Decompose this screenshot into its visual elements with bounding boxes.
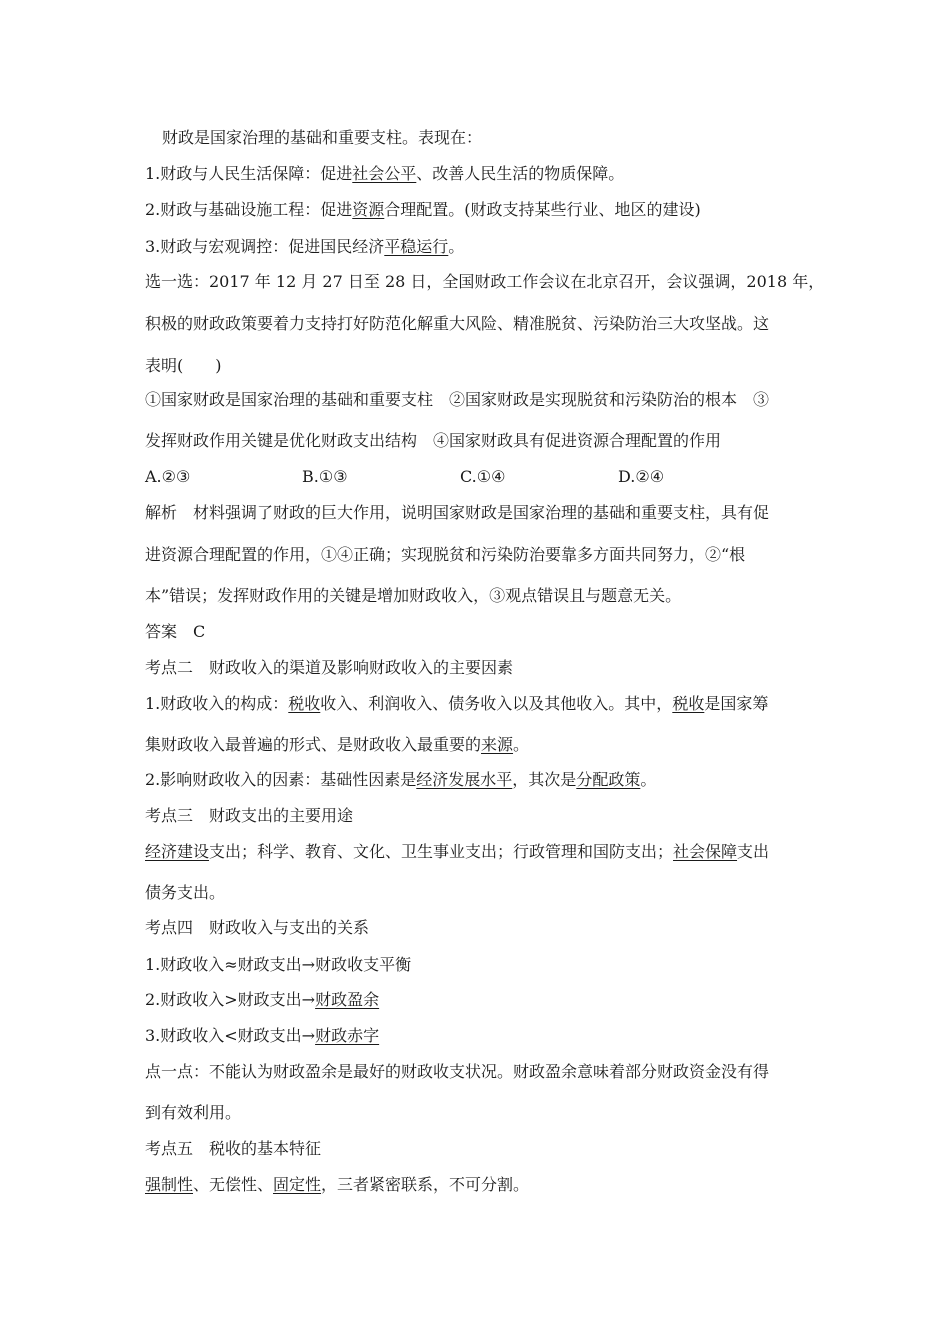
kp4-line-1: 1.财政收入≈财政支出→财政收支平衡	[145, 955, 412, 974]
question-items-1: ①国家财政是国家治理的基础和重要支柱 ②国家财政是实现脱贫和污染防治的根本 ③	[145, 390, 770, 409]
point-1: 1.财政与人民生活保障：促进社会公平、改善人民生活的物质保障。	[145, 164, 625, 183]
kp4-note-2: 到有效利用。	[145, 1103, 242, 1122]
intro-text: 财政是国家治理的基础和重要支柱。表现在：	[162, 128, 483, 147]
kp3-line-2: 债务支出。	[145, 883, 226, 902]
analysis-line-1: 解析 材料强调了财政的巨大作用，说明国家财政是国家治理的基础和重要支柱，具有促	[145, 503, 770, 522]
kp4-line-3: 3.财政收入<财政支出→财政赤字	[145, 1026, 380, 1045]
kp4-title: 考点四 财政收入与支出的关系	[145, 918, 370, 937]
underlined-answer: 税收	[288, 694, 321, 713]
underlined-answer: 强制性	[145, 1175, 194, 1194]
option-a: A.②③	[145, 467, 191, 486]
underlined-answer: 固定性	[273, 1175, 322, 1194]
kp2-title: 考点二 财政收入的渠道及影响财政收入的主要因素	[145, 658, 514, 677]
underlined-answer: 分配政策	[576, 770, 641, 789]
question-line-3: 表明( )	[145, 356, 222, 375]
option-d: D.②④	[618, 467, 665, 486]
point-3: 3.财政与宏观调控：促进国民经济平稳运行。	[145, 237, 465, 256]
analysis-line-2: 进资源合理配置的作用，①④正确；实现脱贫和污染防治要靠多方面共同努力，②“根	[145, 545, 746, 564]
underlined-answer: 财政盈余	[315, 990, 380, 1009]
underlined-answer: 来源	[481, 735, 514, 754]
underlined-answer: 平稳运行	[384, 237, 449, 256]
kp4-line-2: 2.财政收入>财政支出→财政盈余	[145, 990, 380, 1009]
question-items-2: 发挥财政作用关键是优化财政支出结构 ④国家财政具有促进资源合理配置的作用	[145, 431, 722, 450]
kp5-line-1: 强制性、无偿性、固定性，三者紧密联系，不可分割。	[145, 1175, 530, 1194]
answer-options	[145, 467, 825, 487]
underlined-answer: 社会公平	[352, 164, 417, 183]
underlined-answer: 社会保障	[673, 842, 738, 861]
option-c: C.①④	[460, 467, 506, 486]
question-line-2: 积极的财政政策要着力支持打好防范化解重大风险、精准脱贫、污染防治三大攻坚战。这	[145, 314, 770, 333]
underlined-answer: 资源	[352, 200, 385, 219]
kp2-line-3: 2.影响财政收入的因素：基础性因素是经济发展水平，其次是分配政策。	[145, 770, 657, 789]
analysis-line-3: 本”错误；发挥财政作用的关键是增加财政收入，③观点错误且与题意无关。	[145, 586, 682, 605]
kp2-line-1: 1.财政收入的构成：税收收入、利润收入、债务收入以及其他收入。其中，税收是国家筹	[145, 694, 769, 713]
kp4-note-1: 点一点：不能认为财政盈余是最好的财政收支状况。财政盈余意味着部分财政资金没有得	[145, 1062, 770, 1081]
kp3-title: 考点三 财政支出的主要用途	[145, 806, 354, 825]
underlined-answer: 经济发展水平	[416, 770, 513, 789]
kp2-line-2: 集财政收入最普遍的形式、是财政收入最重要的来源。	[145, 735, 530, 754]
question-line-1: 选一选：2017 年 12 月 27 日至 28 日，全国财政工作会议在北京召开，会议强调，2018 年，	[145, 272, 825, 291]
kp5-title: 考点五 税收的基本特征	[145, 1139, 322, 1158]
option-b: B.①③	[302, 467, 348, 486]
underlined-answer: 税收	[672, 694, 705, 713]
underlined-answer: 财政赤字	[315, 1026, 380, 1045]
underlined-answer: 经济建设	[145, 842, 210, 861]
answer-line: 答案 C	[145, 622, 206, 641]
kp3-line-1: 经济建设支出；科学、教育、文化、卫生事业支出；行政管理和国防支出；社会保障支出	[145, 842, 770, 861]
point-2: 2.财政与基础设施工程：促进资源合理配置。(财政支持某些行业、地区的建设)	[145, 200, 701, 219]
